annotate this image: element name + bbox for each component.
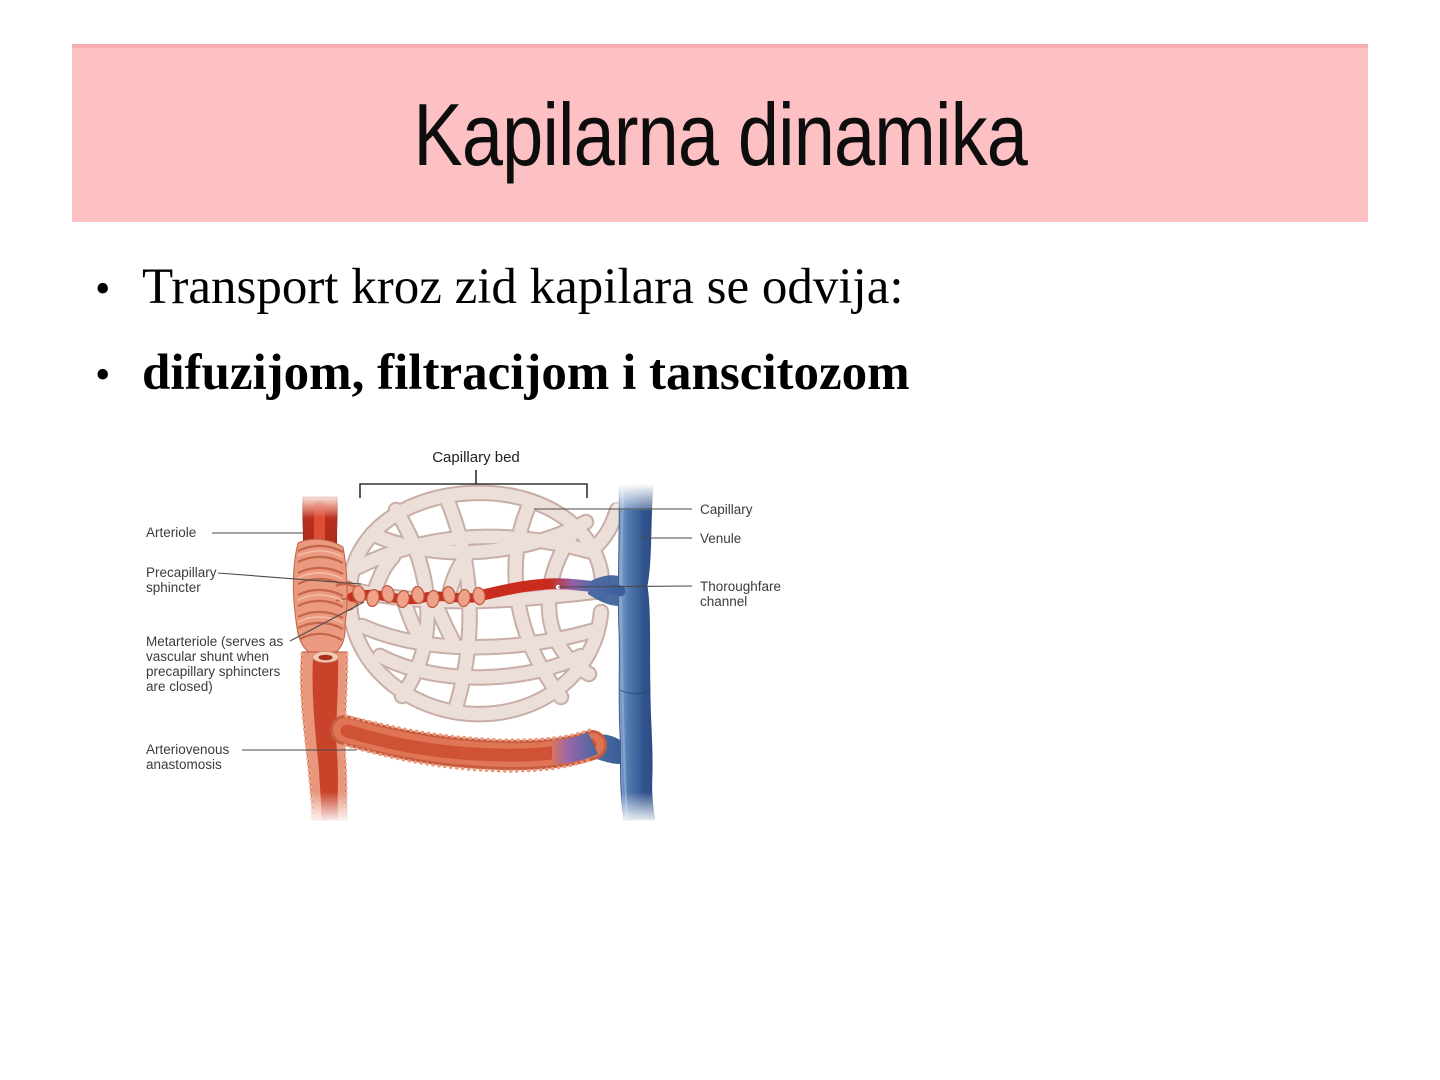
bullet-marker: •	[95, 349, 111, 399]
label-metarteriole-line4: are closed)	[146, 679, 213, 694]
bullet-marker: •	[95, 264, 111, 313]
arteriovenous-anastomosis-vessel	[345, 716, 593, 771]
label-arteriovenous-line1: Arteriovenous	[146, 742, 230, 757]
label-capillary: Capillary	[700, 502, 753, 517]
capillary-bed-diagram	[140, 440, 800, 830]
bullet-list	[95, 258, 1375, 403]
label-arteriole: Arteriole	[146, 525, 197, 540]
title-banner	[72, 44, 1368, 222]
label-precapillary-sphincter-line1: Precapillary	[146, 565, 217, 580]
slide-title-text: Kapilarna dinamika	[413, 85, 1027, 184]
label-precapillary-sphincter-line2: sphincter	[146, 580, 201, 595]
slide-title	[355, 84, 1085, 186]
label-metarteriole-line2: vascular shunt when	[146, 649, 270, 664]
bullet-item	[95, 344, 1375, 404]
capillary-bed-illustration	[140, 440, 800, 830]
capillary-bed-heading: Capillary bed	[432, 449, 520, 466]
label-thoroughfare-line1: Thoroughfare	[700, 579, 782, 594]
label-thoroughfare-line2: channel	[700, 594, 748, 609]
bullet-item	[95, 258, 1375, 318]
capillary-network	[350, 493, 617, 714]
label-arteriovenous-line2: anastomosis	[146, 757, 222, 772]
bullet-text: Transport kroz zid kapilara se odvija:	[142, 259, 904, 315]
label-venule: Venule	[700, 531, 742, 546]
bullet-text: difuzijom, filtracijom i tanscitozom	[142, 344, 910, 401]
label-metarteriole-line1: Metarteriole (serves as	[146, 634, 284, 649]
label-metarteriole-line3: precapillary sphincters	[146, 664, 281, 679]
